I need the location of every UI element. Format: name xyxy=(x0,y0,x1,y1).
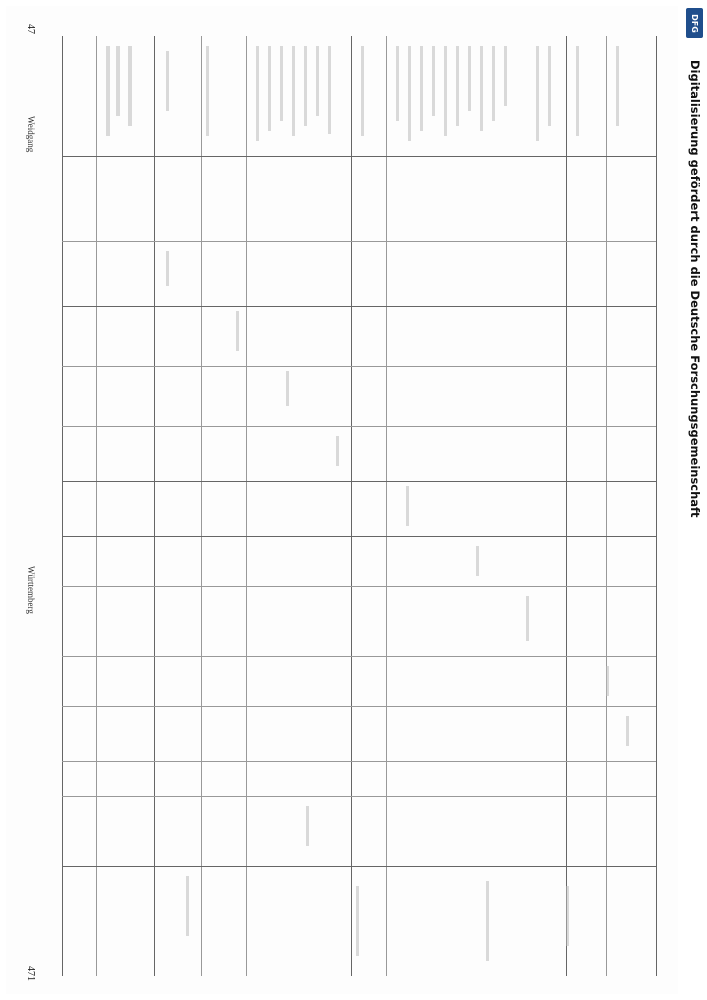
column-rule xyxy=(62,586,656,587)
dfg-logo-icon: DFG xyxy=(686,8,703,38)
print-mark xyxy=(268,46,271,131)
dfg-banner-text: Digitalisierung gefördert durch die Deutsche Forschungsgemeinschaft xyxy=(688,60,702,518)
column-rule xyxy=(62,366,656,367)
print-mark xyxy=(206,46,209,136)
right-running-head: Württemberg xyxy=(26,566,36,614)
left-running-head: Weidgang xyxy=(26,116,36,153)
column-rule xyxy=(62,761,656,762)
print-mark xyxy=(486,881,489,961)
print-mark xyxy=(256,46,259,141)
column-rule xyxy=(62,426,656,427)
print-mark xyxy=(304,46,307,126)
print-mark xyxy=(444,46,447,136)
print-mark xyxy=(336,436,339,466)
column-rule xyxy=(62,866,656,867)
column-rule xyxy=(62,796,656,797)
table-rule xyxy=(656,36,657,976)
table-rule xyxy=(566,36,567,976)
table-rule xyxy=(351,36,352,976)
column-rule xyxy=(62,241,656,242)
print-mark xyxy=(306,806,309,846)
print-mark xyxy=(186,876,189,936)
right-page-number: 471 xyxy=(25,966,36,981)
print-mark xyxy=(626,716,629,746)
print-mark xyxy=(292,46,295,136)
print-mark xyxy=(504,46,507,106)
print-mark xyxy=(356,886,359,956)
table-rule xyxy=(201,36,202,976)
print-mark xyxy=(396,46,399,121)
print-mark xyxy=(116,46,120,116)
print-mark xyxy=(420,46,423,131)
print-mark xyxy=(166,51,169,111)
dfg-banner xyxy=(684,8,704,992)
print-mark xyxy=(616,46,619,126)
table-rule xyxy=(154,36,155,976)
table-rule xyxy=(246,36,247,976)
table-rule xyxy=(606,36,607,976)
print-mark xyxy=(406,486,409,526)
print-mark xyxy=(236,311,239,351)
print-mark xyxy=(166,251,169,286)
print-mark xyxy=(408,46,411,141)
column-rule xyxy=(62,156,656,157)
column-rule xyxy=(62,706,656,707)
print-mark xyxy=(316,46,319,116)
print-mark xyxy=(480,46,483,131)
print-mark xyxy=(328,46,331,134)
print-mark xyxy=(468,46,471,111)
column-rule xyxy=(62,481,656,482)
print-mark xyxy=(456,46,459,126)
print-mark xyxy=(526,596,529,641)
print-mark xyxy=(476,546,479,576)
column-rule xyxy=(62,536,656,537)
print-mark xyxy=(361,46,364,136)
print-mark xyxy=(576,46,579,136)
print-mark xyxy=(286,371,289,406)
print-mark xyxy=(128,46,132,126)
column-rule xyxy=(62,306,656,307)
table-rule xyxy=(62,36,63,976)
print-mark xyxy=(280,46,283,121)
print-mark xyxy=(566,886,569,946)
scan-area xyxy=(6,6,678,994)
table-rule xyxy=(386,36,387,976)
print-mark xyxy=(536,46,539,141)
table-rule xyxy=(96,36,97,976)
print-mark xyxy=(432,46,435,116)
column-rule xyxy=(62,656,656,657)
print-mark xyxy=(606,666,609,696)
left-page-number: 47 xyxy=(25,24,36,34)
print-mark xyxy=(492,46,495,121)
print-mark xyxy=(106,46,110,136)
print-mark xyxy=(548,46,551,126)
